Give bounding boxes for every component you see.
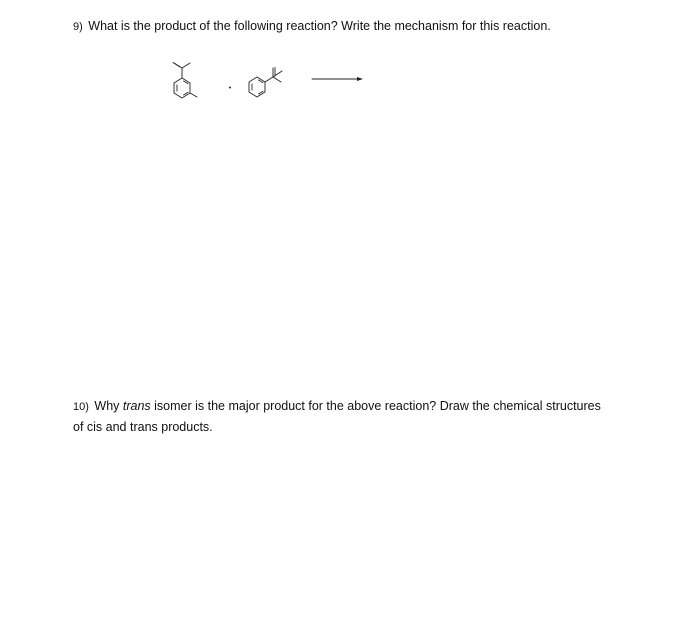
reactant-separator-dot: [229, 87, 231, 89]
question-10-text-after: isomer is the major product for the above reaction? Draw the chemical structures of cis and trans products.: [73, 399, 601, 434]
question-9-text: What is the product of the following reaction? Write the mechanism for this reaction.: [88, 19, 551, 33]
question-9-number: 9): [73, 21, 83, 33]
arrow-head: [357, 77, 363, 81]
question-9: [73, 16, 673, 37]
reaction-scheme: [150, 48, 370, 104]
question-10-text-before: Why: [94, 399, 123, 413]
question-10-emphasis: trans: [122, 399, 151, 413]
reaction-scheme-drawing: [150, 48, 370, 104]
question-10: [73, 396, 613, 437]
reactant-2-structure: [249, 68, 282, 98]
question-10-number: 10): [73, 401, 89, 413]
reactant-1-structure: [173, 63, 197, 99]
